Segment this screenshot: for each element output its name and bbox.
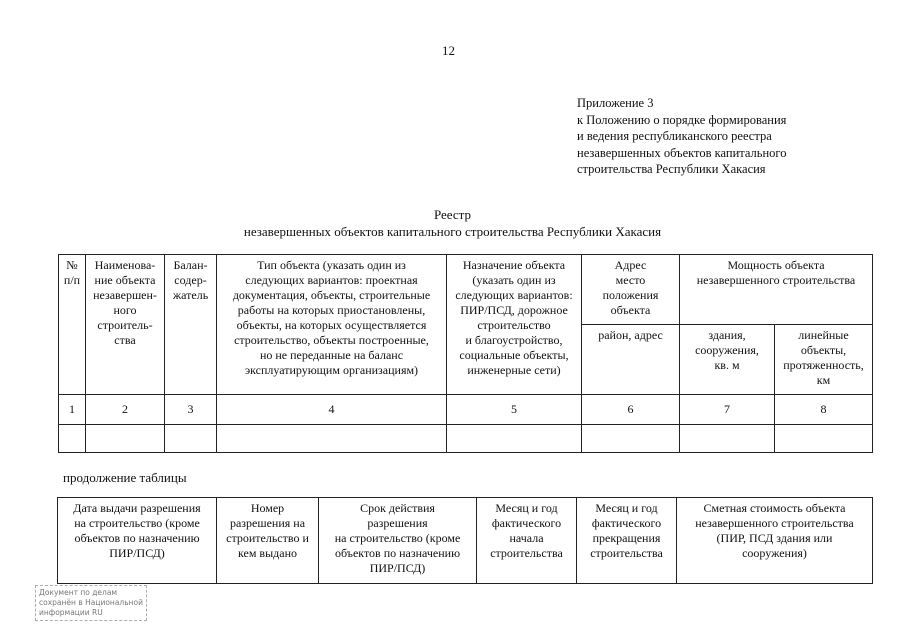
appendix-line: Приложение 3 <box>577 96 654 110</box>
header-object-name: Наименова- ние объекта незавершен- ного строитель- ства <box>86 255 165 395</box>
column-number: 8 <box>775 395 873 425</box>
empty-cell <box>775 425 873 453</box>
header-permit-number: Номер разрешения на строительство и кем выдано <box>217 498 319 584</box>
empty-cell <box>680 425 775 453</box>
appendix-line: и ведения республиканского реестра <box>577 129 772 143</box>
watermark-stamp <box>35 585 147 621</box>
column-number: 2 <box>86 395 165 425</box>
column-number: 5 <box>447 395 582 425</box>
header-object-type: Тип объекта (указать один из следующих вариантов: проектная документация, объекты, строительные работы на которых приостановлены, объекты, на которых осуществляется строительство, объекты построенные, но не переданные на баланс эксплуатирующим организациям) <box>217 255 447 395</box>
empty-cell <box>165 425 217 453</box>
empty-cell <box>447 425 582 453</box>
header-object-purpose: Назначение объекта (указать один из следующих вариантов: ПИР/ПСД, дорожное строительство и благоустройство, социальные объекты, инженерные сети) <box>447 255 582 395</box>
column-number: 7 <box>680 395 775 425</box>
column-number: 4 <box>217 395 447 425</box>
header-num: № п/п <box>59 255 86 395</box>
header-capacity: Мощность объекта незавершенного строительства <box>680 255 873 325</box>
column-number: 1 <box>59 395 86 425</box>
stamp-line: информации RU <box>39 608 103 617</box>
header-construction-stop: Месяц и год фактического прекращения строительства <box>577 498 677 584</box>
appendix-note <box>577 95 787 178</box>
header-linear-objects: линейные объекты, протяженность, км <box>775 325 873 395</box>
continuation-label: продолжение таблицы <box>63 470 187 485</box>
stamp-line: Документ по делам <box>39 588 118 597</box>
page-number: 12 <box>442 43 455 58</box>
appendix-line: строительства Республики Хакасия <box>577 162 766 176</box>
column-number: 3 <box>165 395 217 425</box>
header-buildings: здания, сооружения, кв. м <box>680 325 775 395</box>
header-construction-start: Месяц и год фактического начала строительства <box>477 498 577 584</box>
header-permit-date: Дата выдачи разрешения на строительство (кроме объектов по назначению ПИР/ПСД) <box>58 498 217 584</box>
header-address: Адрес место положения объекта <box>582 255 680 325</box>
continuation-table <box>57 497 873 584</box>
empty-cell <box>86 425 165 453</box>
header-estimated-cost: Сметная стоимость объекта незавершенного строительства (ПИР, ПСД здания или сооружения) <box>677 498 873 584</box>
registry-title: Реестр <box>433 207 472 222</box>
appendix-line: незавершенных объектов капитального <box>577 145 787 160</box>
empty-cell <box>217 425 447 453</box>
registry-subtitle: незавершенных объектов капитального строительства Республики Хакасия <box>243 224 662 239</box>
header-district-address: район, адрес <box>582 325 680 395</box>
header-permit-validity: Срок действия разрешения на строительство (кроме объектов по назначению ПИР/ПСД) <box>319 498 477 584</box>
appendix-line: к Положению о порядке формирования <box>577 112 787 127</box>
stamp-line: сохранён в Национальной <box>39 598 144 607</box>
registry-heading <box>0 206 905 240</box>
registry-table <box>58 254 873 453</box>
empty-cell <box>59 425 86 453</box>
column-number: 6 <box>582 395 680 425</box>
empty-cell <box>582 425 680 453</box>
header-balance-holder: Балан- содер- жатель <box>165 255 217 395</box>
